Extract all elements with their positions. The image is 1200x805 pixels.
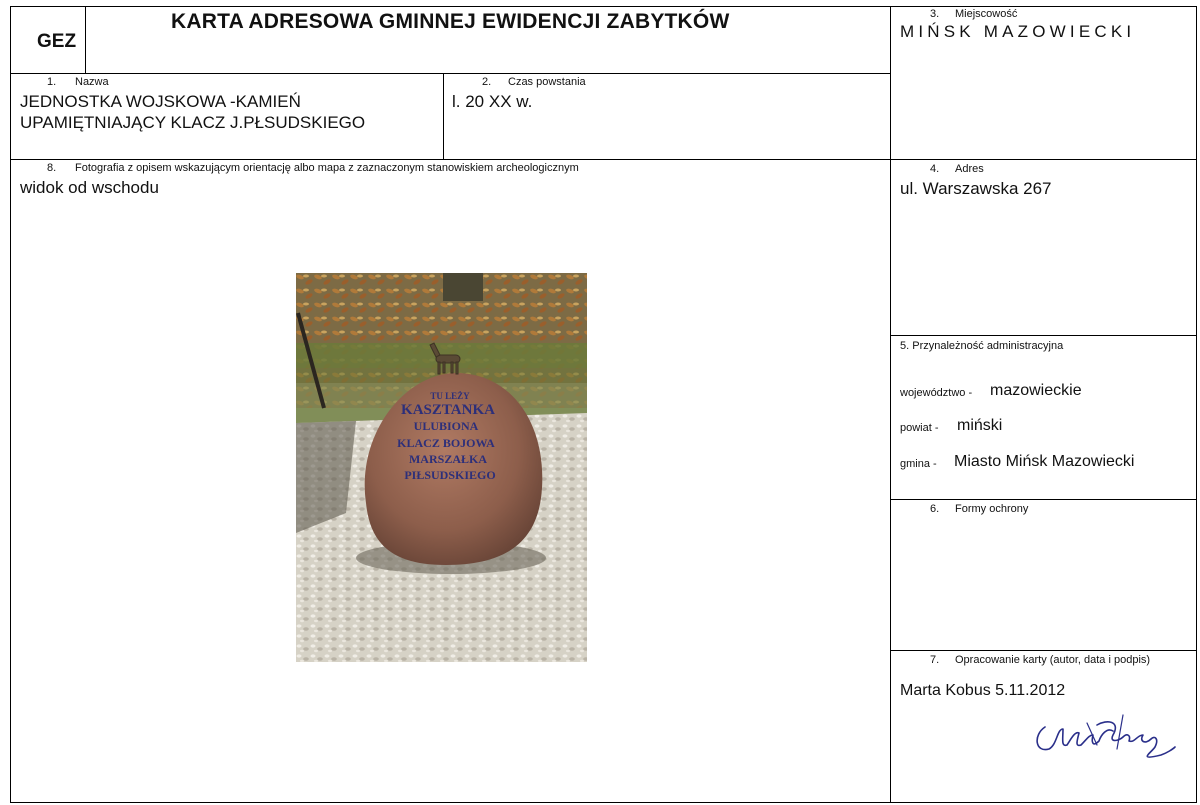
- commune-label: gmina -: [900, 458, 937, 470]
- name-number: 1.: [47, 76, 57, 88]
- name-line-2: UPAMIĘTNIAJĄCY KLACZ J.PŁSUDSKIEGO: [20, 113, 366, 132]
- address-label: Adres: [955, 163, 984, 175]
- photo-label: Fotografia z opisem wskazującym orientację albo mapa z zaznaczonym stanowiskiem archeologicznym: [75, 162, 579, 174]
- header-bottom-line: [10, 73, 891, 74]
- card-title: KARTA ADRESOWA GMINNEJ EWIDENCJI ZABYTKÓW: [171, 10, 730, 33]
- memorial-photo-drawing: [296, 273, 587, 662]
- inscription-line-4: KLACZ BOJOWA: [397, 436, 495, 450]
- name-period-divider: [443, 73, 444, 160]
- frame-right-line: [1196, 6, 1197, 803]
- period-number: 2.: [482, 76, 492, 88]
- right-column-divider: [890, 6, 891, 803]
- address-bottom-line: [890, 335, 1197, 336]
- frame-left-line: [10, 6, 11, 803]
- admin-label: 5. Przynależność administracyjna: [900, 340, 1064, 352]
- period-value: l. 20 XX w.: [452, 92, 533, 111]
- county-label: powiat -: [900, 422, 939, 434]
- commune-value: Miasto Mińsk Mazowiecki: [954, 453, 1135, 470]
- voivodeship-value: mazowieckie: [990, 382, 1082, 399]
- inscription-line-1: TU LEŻY: [430, 391, 470, 401]
- frame-top-line: [10, 6, 1197, 7]
- code-divider: [85, 6, 86, 74]
- inscription-line-3: ULUBIONA: [413, 419, 479, 433]
- register-code: GEZ: [37, 31, 77, 52]
- name-label: Nazwa: [75, 76, 109, 88]
- period-label: Czas powstania: [508, 76, 586, 88]
- inscription-line-6: PIŁSUDSKIEGO: [404, 468, 496, 482]
- author-number: 7.: [930, 654, 940, 666]
- handwritten-signature: [1027, 705, 1177, 767]
- name-line-1: JEDNOSTKA WOJSKOWA -KAMIEŃ: [20, 92, 301, 111]
- protection-label: Formy ochrony: [955, 503, 1029, 515]
- county-value: miński: [957, 417, 1003, 434]
- inscription-line-5: MARSZAŁKA: [408, 452, 488, 466]
- voivodeship-label: województwo -: [900, 387, 973, 399]
- inscription-line-2: KASZTANKA: [401, 402, 495, 418]
- author-label: Opracowanie karty (autor, data i podpis): [955, 654, 1151, 666]
- protection-number: 6.: [930, 503, 940, 515]
- row2-bottom-line: [10, 159, 1197, 160]
- address-value: ul. Warszawska 267: [900, 179, 1052, 198]
- protection-bottom-line: [890, 650, 1197, 651]
- address-number: 4.: [930, 163, 940, 175]
- photo-caption: widok od wschodu: [20, 178, 159, 197]
- admin-bottom-line: [890, 499, 1197, 500]
- locality-value: MIŃSK MAZOWIECKI: [900, 22, 1136, 41]
- frame-bottom-line: [10, 802, 1197, 803]
- author-value: Marta Kobus 5.11.2012: [900, 682, 1066, 699]
- locality-label: Miejscowość: [955, 8, 1018, 20]
- photo-number: 8.: [47, 162, 57, 174]
- memorial-photo: [296, 273, 587, 662]
- locality-number: 3.: [930, 8, 940, 20]
